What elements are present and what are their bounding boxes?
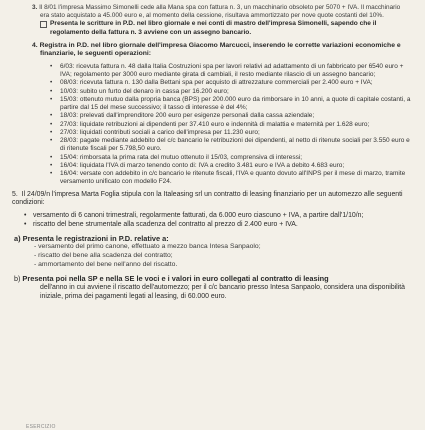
exercise-3-text [32,4,407,20]
list-item: • 6/03: ricevuta fattura n. 48 dalla Italia Costruzioni spa per lavori relativi ad adattamento di un fabbricato per 6540 euro + IVA; regolamento per 3000 euro mediante girata di cambiali, il resto mediante rilascio di un assegno bancario; [50,63,415,80]
list-item: • 18/03: prelevati dall'imprenditore 200 euro per esigenze personali dalla cassa aziendale; [50,112,415,120]
list-item: • 15/04: rimborsata la prima rata del mutuo ottenuto il 15/03, comprensiva di interessi; [50,154,415,162]
exercise-5-text [12,191,415,209]
exercise-3-task [40,20,415,37]
part-a-item: - ammortamento del bene nell'anno del riscatto. [34,261,178,269]
list-item: • 10/03: subito un furto del denaro in cassa per 16.200 euro; [50,88,415,96]
list-item: • 27/03: liquidate retribuzioni ai dipendenti per 37.410 euro e indennità di malattia e maternità per 1.628 euro; [50,121,415,129]
exercise-3-body: Il 8/01 l'impresa Massimo Simonelli cede alla Mana spa con fattura n. 3, un macchinario obsoleto per 5070 + IVA. Il macchinario era stato acquistato a 45.000 euro e, al momento della cessione, risultava ammortizzato per nove quote costanti del 10%. [39,4,401,20]
part-b-label: b) [14,274,21,284]
exercise-3-task-text: Presenta le scritture in P.D. nel libro giornale e nei conti di mastro dell'impresa Simonelli, sapendo che il regolamento della fattura n. 3 avviene con un assegno bancario. [50,20,377,36]
exercise-4-number: 4. [32,41,38,49]
exercise-5-body: Il 24/09/n l'impresa Marta Foglia stipula con la Italeasing srl un contratto di leasing finanziario per un automezzo alle seguenti condizioni: [12,190,403,207]
checkbox-icon [40,21,47,28]
list-item: • 16/04: liquidata l'IVA di marzo tenendo conto di: IVA a credito 3.481 euro e IVA a debito 4.683 euro; [50,162,415,170]
list-item: • 15/03: ottenuto mutuo dalla propria banca (BPS) per 200.000 euro da rimborsare in 10 anni, a quote di capitale costanti, a partire dal 15 del mese successivo; il tasso di interesse è del 4%; [50,96,415,113]
footer-label: ESERCIZIO [26,423,56,430]
part-b-text: dell'anno in cui avviene il riscatto dell'automezzo; per il c/c bancario presso Intesa Sanpaolo, considera una disponibilità iniziale, prima dei pagamenti legati al leasing, di 60.000 euro. [40,283,405,300]
part-a-label: a) [14,233,21,243]
exercise-4-title-text: Registra in P.D. nel libro giornale dell'impresa Giacomo Marcucci, inserendo le corrette variazioni economiche e finanziarie, le seguenti operazioni: [39,41,401,58]
list-item: • 16/04: versate con addebito in c/c bancario le ritenute fiscali, l'IVA e quanto dovuto all'INPS per il mese di marzo, tramite versamento unificato con modello F24. [50,170,415,187]
list-item: • 27/03: liquidati contributi sociali a carico dell'impresa per 11.230 euro; [50,129,415,137]
part-a-title: Presenta le registrazioni in P.D. relative a: [22,233,169,243]
part-a-item: - riscatto del bene alla scadenza del contratto; [34,252,173,260]
part-b [14,274,415,302]
part-b-title: Presenta poi nella SP e nella SE le voci e i valori in euro collegati al contratto di leasing [22,274,329,284]
exercise-4-title [32,41,409,59]
part-a-item: - versamento del primo canone, effettuato a mezzo banca Intesa Sanpaolo; [34,243,261,251]
list-item: • 08/03: ricevuta fattura n. 130 dalla Bettani spa per acquisto di attrezzature commerciali per 2.400 euro + IVA; [50,79,415,87]
exercise-3-number: 3. [32,4,38,11]
list-item: • riscatto del bene strumentale alla scadenza del contratto al prezzo di 2.400 euro + IVA. [24,220,415,229]
list-item: • 28/03: pagate mediante addebito del c/c bancario le retribuzioni dei dipendenti, al netto di ritenute sociali per 3.550 euro e di ritenute fiscali per 5.798,50 euro. [50,137,415,154]
exercise-5-conditions [24,211,415,229]
list-item: • versamento di 6 canoni trimestrali, regolarmente fatturati, da 6.000 euro ciascuno + IVA, a partire dall'1/10/n; [24,211,415,220]
part-a-heading [14,234,415,244]
exercise-4-operations [50,63,415,187]
exercise-5-number: 5. [12,190,18,198]
